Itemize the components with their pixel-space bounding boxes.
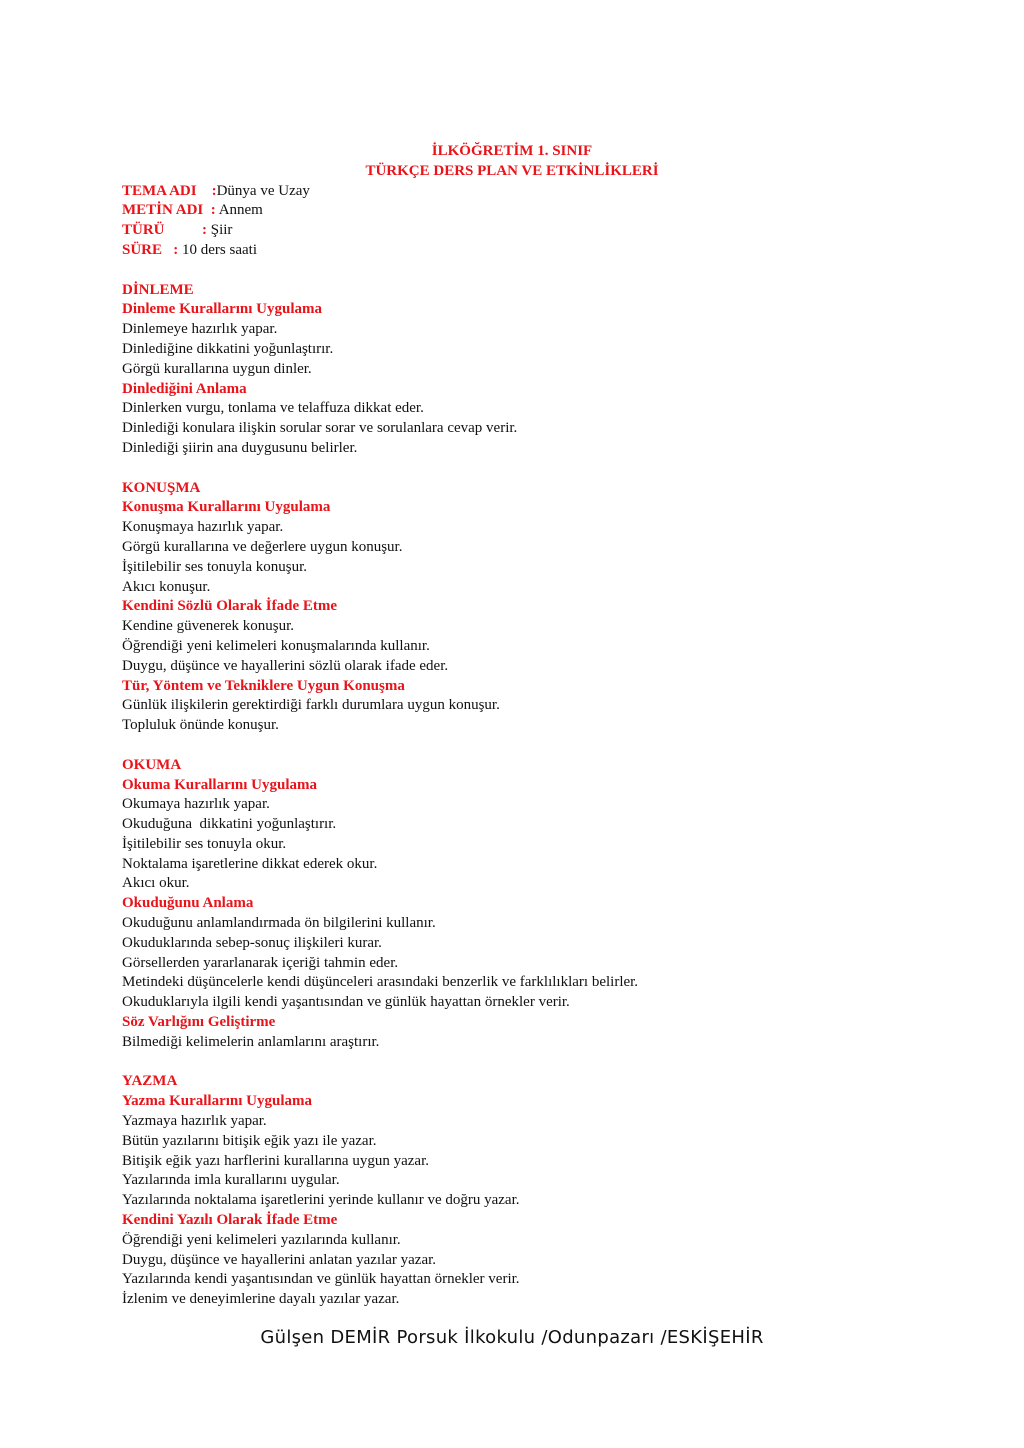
meta-row-type xyxy=(122,221,912,241)
meta-value: Dünya ve Uzay xyxy=(216,182,310,199)
objective-line: Görgü kurallarına ve değerlere uygun konuşur. xyxy=(122,538,403,555)
objective-line: Bütün yazılarını bitişik eğik yazı ile yazar. xyxy=(122,1132,377,1149)
objective-line: Dinlediği şiirin ana duygusunu belirler. xyxy=(122,439,358,456)
meta-label: METİN ADI : xyxy=(122,202,216,219)
objective-line: Duygu, düşünce ve hayallerini sözlü olarak ifade eder. xyxy=(122,657,449,674)
section-title: OKUMA xyxy=(122,756,182,773)
meta-label: SÜRE : xyxy=(122,241,179,258)
meta-value: Şiir xyxy=(207,222,233,239)
objective-line: Dinlemeye hazırlık yapar. xyxy=(122,321,278,338)
skill-section xyxy=(122,281,912,459)
subsection-title: Dinleme Kurallarını Uygulama xyxy=(122,301,322,318)
lesson-meta xyxy=(122,182,912,261)
document-title-line1: İLKÖĞRETİM 1. SINIF xyxy=(431,143,593,159)
section-title: DİNLEME xyxy=(122,281,194,298)
objective-line: Yazmaya hazırlık yapar. xyxy=(122,1113,267,1130)
footer-author: Gülşen DEMİR Porsuk İlkokulu /Odunpazarı /ESKİŞEHİR xyxy=(260,1327,764,1348)
objective-line: İşitilebilir ses tonuyla konuşur. xyxy=(122,558,307,575)
objective-line: Okuduklarıyla ilgili kendi yaşantısından ve günlük hayattan örnekler verir. xyxy=(122,994,570,1011)
subsection-title: Yazma Kurallarını Uygulama xyxy=(122,1093,312,1110)
subsection-title: Dinlediğini Anlama xyxy=(122,380,247,397)
subsection-title: Tür, Yöntem ve Tekniklere Uygun Konuşma xyxy=(122,677,405,694)
meta-label: TEMA ADI : xyxy=(122,182,217,199)
objective-line: Dinlediğine dikkatini yoğunlaştırır. xyxy=(122,340,334,357)
skill-section xyxy=(122,756,912,1053)
objective-line: Görgü kurallarına uygun dinler. xyxy=(122,360,312,377)
subsection-title: Konuşma Kurallarını Uygulama xyxy=(122,499,331,516)
meta-label: TÜRÜ : xyxy=(122,222,207,239)
meta-row-text-name xyxy=(122,201,912,221)
document-page xyxy=(122,142,912,1310)
skill-sections xyxy=(122,281,912,1310)
meta-row-duration xyxy=(122,241,912,261)
subsection-title: Kendini Yazılı Olarak İfade Etme xyxy=(122,1212,338,1229)
objective-line: Öğrendiği yeni kelimeleri konuşmalarında kullanır. xyxy=(122,637,430,654)
objective-line: İzlenim ve deneyimlerine dayalı yazılar yazar. xyxy=(122,1291,400,1308)
objective-line: Günlük ilişkilerin gerektirdiği farklı durumlara uygun konuşur. xyxy=(122,697,500,714)
objective-line: Dinlediği konulara ilişkin sorular sorar ve sorulanlara cevap verir. xyxy=(122,420,518,437)
objective-line: Metindeki düşüncelerle kendi düşünceleri arasındaki benzerlik ve farklılıkları belirler. xyxy=(122,974,639,991)
meta-row-theme xyxy=(122,182,912,202)
meta-value: 10 ders saati xyxy=(178,241,257,258)
subsection-title: Okuma Kurallarını Uygulama xyxy=(122,776,318,793)
section-title: YAZMA xyxy=(122,1073,178,1090)
objective-line: Yazılarında imla kurallarını uygular. xyxy=(122,1172,340,1189)
objective-line: Okumaya hazırlık yapar. xyxy=(122,796,270,813)
objective-line: Yazılarında noktalama işaretlerini yerinde kullanır ve doğru yazar. xyxy=(122,1192,520,1209)
objective-line: Dinlerken vurgu, tonlama ve telaffuza dikkat eder. xyxy=(122,400,424,417)
skill-section xyxy=(122,479,912,736)
objective-line: Okuduklarında sebep-sonuç ilişkileri kurar. xyxy=(122,934,382,951)
objective-line: Görsellerden yararlanarak içeriği tahmin eder. xyxy=(122,954,399,971)
section-title: KONUŞMA xyxy=(122,479,201,496)
subsection-title: Okuduğunu Anlama xyxy=(122,895,254,912)
objective-line: Bitişik eğik yazı harflerini kurallarına uygun yazar. xyxy=(122,1152,429,1169)
objective-line: Duygu, düşünce ve hayallerini anlatan yazılar yazar. xyxy=(122,1251,437,1268)
skill-section xyxy=(122,1072,912,1310)
subsection-title: Söz Varlığını Geliştirme xyxy=(122,1014,276,1031)
objective-line: Noktalama işaretlerine dikkat ederek okur. xyxy=(122,855,378,872)
objective-line: Kendine güvenerek konuşur. xyxy=(122,618,295,635)
subsection-title: Kendini Sözlü Olarak İfade Etme xyxy=(122,598,338,615)
objective-line: Topluluk önünde konuşur. xyxy=(122,717,279,734)
objective-line: Okuduğunu anlamlandırmada ön bilgilerini kullanır. xyxy=(122,915,436,932)
objective-line: Bilmediği kelimelerin anlamlarını araştırır. xyxy=(122,1033,380,1050)
meta-value: Annem xyxy=(215,202,263,219)
document-title-line2: TÜRKÇE DERS PLAN VE ETKİNLİKLERİ xyxy=(365,162,659,179)
objective-line: İşitilebilir ses tonuyla okur. xyxy=(122,835,287,852)
objective-line: Okuduğuna dikkatini yoğunlaştırır. xyxy=(122,816,337,833)
objective-line: Yazılarında kendi yaşantısından ve günlük hayattan örnekler verir. xyxy=(122,1271,520,1288)
objective-line: Konuşmaya hazırlık yapar. xyxy=(122,519,284,536)
objective-line: Akıcı konuşur. xyxy=(122,578,211,595)
objective-line: Akıcı okur. xyxy=(122,875,190,892)
objective-line: Öğrendiği yeni kelimeleri yazılarında kullanır. xyxy=(122,1231,401,1248)
